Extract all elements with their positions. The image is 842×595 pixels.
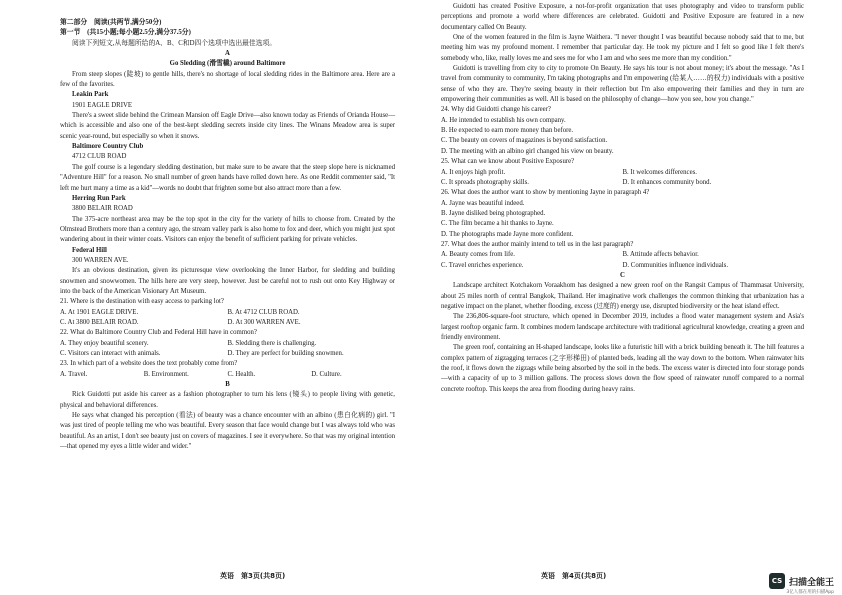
option: C. Visitors can interact with animals. xyxy=(60,350,161,357)
watermark-app-name: 扫描全能王 xyxy=(788,577,834,588)
question-26-options xyxy=(441,199,804,240)
question-22-stem: 22. What do Baltimore Country Club and Federal Hill have in common? xyxy=(60,329,257,337)
question-21-stem: 21. Where is the destination with easy access to parking lot? xyxy=(60,298,224,306)
option: B. Attitude affects behavior. xyxy=(622,251,699,259)
option: A. At 1901 EAGLE DRIVE. xyxy=(60,308,139,316)
question-24-stem: 24. Why did Guidotti change his career? xyxy=(441,106,551,114)
venue-desc: The golf course is a legendary sledding destination, but make sure to be aware that the steep slope here is nicknamed "Adventure Hill" for a reason. No small number of green hands have rolled down here. As one Reddit commenter said, "It left me hurt many a time as a kid"—words no doubt that frighten some but also attract more than a few. xyxy=(60,163,395,192)
passage-a-intro: From steep slopes (陡坡) to gentle hills, there's no shortage of local sledding rides in the Baltimore area. Here are a few of the favorites. xyxy=(60,70,395,89)
page-footer: 英语 第4页(共8页) xyxy=(541,572,607,580)
option: C. At 3800 BELAIR ROAD. xyxy=(60,318,139,326)
subsection-title: 第一节 (共15小题;每小题2.5分,满分37.5分) xyxy=(60,29,191,37)
option: A. Beauty comes from life. xyxy=(441,251,515,259)
question-25-stem: 25. What can we know about Positive Exposure? xyxy=(441,158,575,166)
question-23-stem: 23. In which part of a website does the text probably come from? xyxy=(60,360,238,368)
question-21-options xyxy=(60,308,395,329)
passage-c-paragraph: Landscape architect Kotchakorn Voraakhom has designed a new green roof on the Rangsit Campus of Thammasat University, about 25 miles north of central Bangkok, Thailand. Her imaginative work challenges the common thinking that urbanization has a negative impact on the planet, whether flooding, excess (过度的) energy use, disrupted biodiversity or the heat island effect. xyxy=(441,282,804,310)
section-title: 第二部分 阅读(共两节,满分50分) xyxy=(60,19,162,26)
passage-b-paragraph: He says what changed his perception (看法) of beauty was a chance encounter with an albino (患白化病的) girl. "I was just tired of people telling me who was beautiful. Every season that face would change but I was always told who was beautiful. As an artist, I don't see beauty just on covers of magazines. I see it everywhere. So that was my original intention—that opened my eyes a little wider and wider." xyxy=(60,412,395,451)
venue-name: Herring Run Park xyxy=(72,194,126,202)
option: D. The photographs made Jayne more confident. xyxy=(441,230,574,238)
option: C. The beauty on covers of magazines is beyond satisfaction. xyxy=(441,137,608,145)
option: C. Travel enriches experience. xyxy=(441,261,524,269)
right-page xyxy=(421,0,842,595)
camscanner-logo-icon: CS xyxy=(769,573,785,589)
question-22-options xyxy=(60,339,395,360)
option: B. It welcomes differences. xyxy=(622,168,697,176)
venue-name: Baltimore Country Club xyxy=(72,143,144,151)
passage-c-paragraph: The 236,806-square-foot structure, which opened in December 2019, includes a flood water management system and Asia's largest rooftop organic farm. It combines modern landscape architecture with traditional agricultural knowledge, creating a green and friendly environment. xyxy=(441,313,804,341)
question-27-stem: 27. What does the author mainly intend to tell us in the last paragraph? xyxy=(441,240,634,248)
question-25-options xyxy=(441,168,804,189)
option: D. Culture. xyxy=(311,370,342,378)
option: C. It spreads photography skills. xyxy=(441,178,529,186)
passage-b-letter: B xyxy=(225,381,230,389)
passage-a-letter: A xyxy=(225,50,230,58)
question-24-options xyxy=(441,116,804,157)
option: C. The film became a hit thanks to Jayne. xyxy=(441,220,554,228)
venue-address: 4712 CLUB ROAD xyxy=(72,153,127,161)
option: A. Jayne was beautiful indeed. xyxy=(441,199,525,207)
option: D. At 300 WARREN AVE. xyxy=(227,318,301,326)
option: B. He expected to earn more money than before. xyxy=(441,127,574,135)
option: D. Communities influence individuals. xyxy=(622,261,729,269)
option: B. Jayne disliked being photographed. xyxy=(441,209,546,217)
option: A. They enjoy beautiful scenery. xyxy=(60,339,149,347)
passage-b-paragraph: Guidotti has created Positive Exposure, a not-for-profit organization that uses photography and video to transform public perceptions and promote a world where differences are celebrated. Guidotti and Positive Exposure are featured in a new documentary called On Beauty. xyxy=(441,3,804,31)
page-footer: 英语 第3页(共8页) xyxy=(220,572,286,580)
venue-desc: There's a sweet slide behind the Crimean Mansion off Eagle Drive—also known today as Friends of Orianda House—which is accessible and also one of the best-kept sledding secrets inside city lines. The Winans Meadow area is super scenic year-round, but especially so when it snows. xyxy=(60,112,395,140)
passage-b-paragraph: Rick Guidotti put aside his career as a fashion photographer to turn his lens (镜头) to people living with genetic, physical and behavioral differences. xyxy=(60,391,395,409)
option: D. They are perfect for building snowmen. xyxy=(227,350,344,357)
option: A. He intended to establish his own company. xyxy=(441,116,566,124)
passage-c-letter: C xyxy=(620,271,625,279)
option: A. Travel. xyxy=(60,370,88,378)
passage-a-title: Go Sledding (滑雪橇) around Baltimore xyxy=(169,60,286,68)
instruction: 阅读下列短文,从每题所给的A、B、C和D四个选项中选出最佳选项。 xyxy=(72,39,277,47)
venue-address: 300 WARREN AVE. xyxy=(72,256,129,264)
option: D. The meeting with an albino girl changed his view on beauty. xyxy=(441,147,614,155)
option: B. Sledding there is challenging. xyxy=(227,339,317,347)
option: B. Environment. xyxy=(143,370,189,378)
option: C. Health. xyxy=(227,370,256,378)
watermark-tagline: 3亿人都在用的扫描App xyxy=(786,590,834,595)
passage-b-paragraph: One of the women featured in the film is Jayne Waithera. "I never thought I was beautiful because nobody said that to me, but meeting him was my profound moment. I remember that particular day. He took my picture and I felt so good like I felt there's somebody who, like, really loves me and sees me for who I am and who sees me more than my condition." xyxy=(441,34,804,62)
scanner-watermark xyxy=(769,573,834,589)
option: B. At 4712 CLUB ROAD. xyxy=(227,308,300,316)
venue-name: Federal Hill xyxy=(72,246,107,254)
question-23-options xyxy=(60,370,395,380)
venue-desc: It's an obvious destination, given its picturesque view overlooking the Inner Harbor, for sledding and building snowmen and snowwomen. The hills here are very steep, however. Just be careful not to rush out onto Key Highway or into the back of the American Visionary Art Museum. xyxy=(60,267,395,295)
venue-name: Leakin Park xyxy=(72,91,109,99)
question-27-options xyxy=(441,250,804,271)
passage-b-paragraph: Guidotti is travelling from city to city to promote On Beauty. He says his tour is not about money; it's about the message. "As I travel from community to community, I'm taking photographs and I'm empowering (给某人……的权力) individuals with a positive sense of who they are. They're seeing beauty in their reflection but I'm also empowering their families and they in turn are empowering their communities as well. All is based on the philosophy of change—how you see, how you change." xyxy=(441,65,804,104)
option: D. It enhances community bond. xyxy=(622,178,712,186)
option: A. It enjoys high profit. xyxy=(441,168,506,176)
question-26-stem: 26. What does the author want to show by mentioning Jayne in paragraph 4? xyxy=(441,189,650,197)
venue-address: 1901 EAGLE DRIVE xyxy=(72,101,133,109)
passage-c-paragraph: The green roof, containing an H-shaped landscape, looks like a futuristic hill with a brick building beneath it. The hill features a complex pattern of zigzagging terraces (之字形梯田) of planted beds, leading all the way down to the bottom. When rainwater hits the roof, it flows down the zigzags while being absorbed by the soil in the beds. The excess water is directed into four storage ponds—with a capacity of up to 3 million gallons. The process slows down the flow speed of rainwater runoff compared to a normal concrete rooftop. This keeps the area from flooding during heavy rains. xyxy=(441,344,804,393)
venue-desc: The 375-acre northeast area may be the top spot in the city for the variety of hills to choose from. Created by the Olmstead Brothers more than a century ago, the stream valley park is also home to fox and deer, which you might just spot wandering about in their winter coats. Visitors can enjoy the benefit of sufficient parking for private vehicles. xyxy=(60,215,395,244)
venue-address: 3800 BELAIR ROAD xyxy=(72,205,133,213)
